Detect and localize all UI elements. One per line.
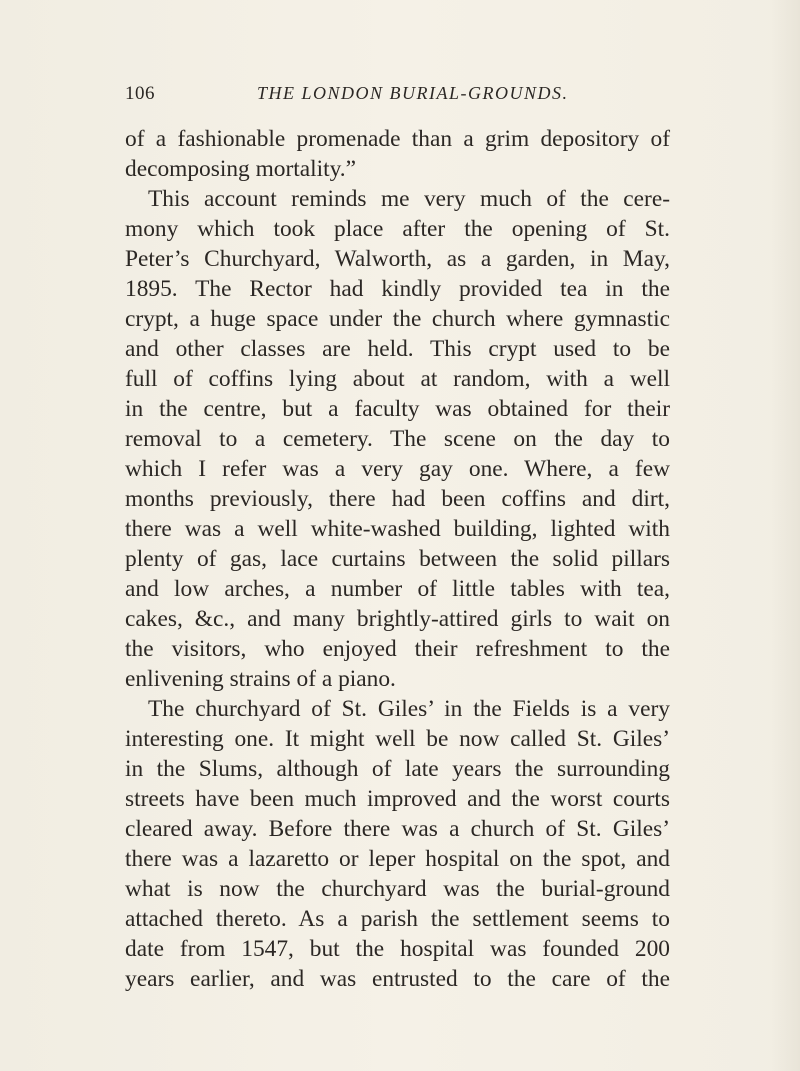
text-line: mony which took place after the opening of St.: [125, 216, 670, 242]
text-line: what is now the churchyard was the burial-ground: [125, 876, 670, 902]
body-text: [125, 124, 670, 994]
text-line: and low arches, a number of little tables with tea,: [125, 576, 670, 602]
text-line: cakes, &c., and many brightly-attired girls to wait on: [125, 606, 670, 632]
text-line: in the centre, but a faculty was obtained for their: [125, 396, 670, 422]
text-line: there was a well white-washed building, lighted with: [125, 516, 670, 542]
text-line: years earlier, and was entrusted to the care of the: [125, 966, 670, 992]
text-line: plenty of gas, lace curtains between the solid pillars: [125, 546, 670, 572]
text-line: crypt, a huge space under the church where gymnastic: [125, 306, 670, 332]
text-line: in the Slums, although of late years the surrounding: [125, 756, 670, 782]
text-line: removal to a cemetery. The scene on the day to: [125, 426, 670, 452]
text-line: cleared away. Before there was a church of St. Giles’: [125, 816, 670, 842]
text-line: attached thereto. As a parish the settlement seems to: [125, 906, 670, 932]
page-number: 106: [125, 83, 155, 104]
text-line: full of coffins lying about at random, with a well: [125, 366, 670, 392]
text-line: interesting one. It might well be now called St. Giles’: [125, 726, 670, 752]
text-line: 1895. The Rector had kindly provided tea in the: [125, 276, 670, 302]
running-title: THE LONDON BURIAL-GROUNDS.: [257, 83, 569, 103]
text-line: streets have been much improved and the worst courts: [125, 786, 670, 812]
text-line: This account reminds me very much of the cere-: [148, 186, 670, 212]
text-line: and other classes are held. This crypt used to be: [125, 336, 670, 362]
text-line: Peter’s Churchyard, Walworth, as a garden, in May,: [125, 246, 670, 272]
text-line: decomposing mortality.”: [125, 156, 357, 182]
running-head: [125, 83, 685, 107]
text-line: date from 1547, but the hospital was founded 200: [125, 936, 670, 962]
text-line: the visitors, who enjoyed their refreshment to the: [125, 636, 670, 662]
text-line: enlivening strains of a piano.: [125, 666, 396, 692]
text-line: of a fashionable promenade than a grim depository of: [125, 126, 670, 152]
text-line: there was a lazaretto or leper hospital on the spot, and: [125, 846, 670, 872]
text-line: months previously, there had been coffins and dirt,: [125, 486, 670, 512]
page-edge-shadow: [770, 0, 800, 1071]
text-line: The churchyard of St. Giles’ in the Fields is a very: [148, 696, 670, 722]
text-line: which I refer was a very gay one. Where, a few: [125, 456, 670, 482]
